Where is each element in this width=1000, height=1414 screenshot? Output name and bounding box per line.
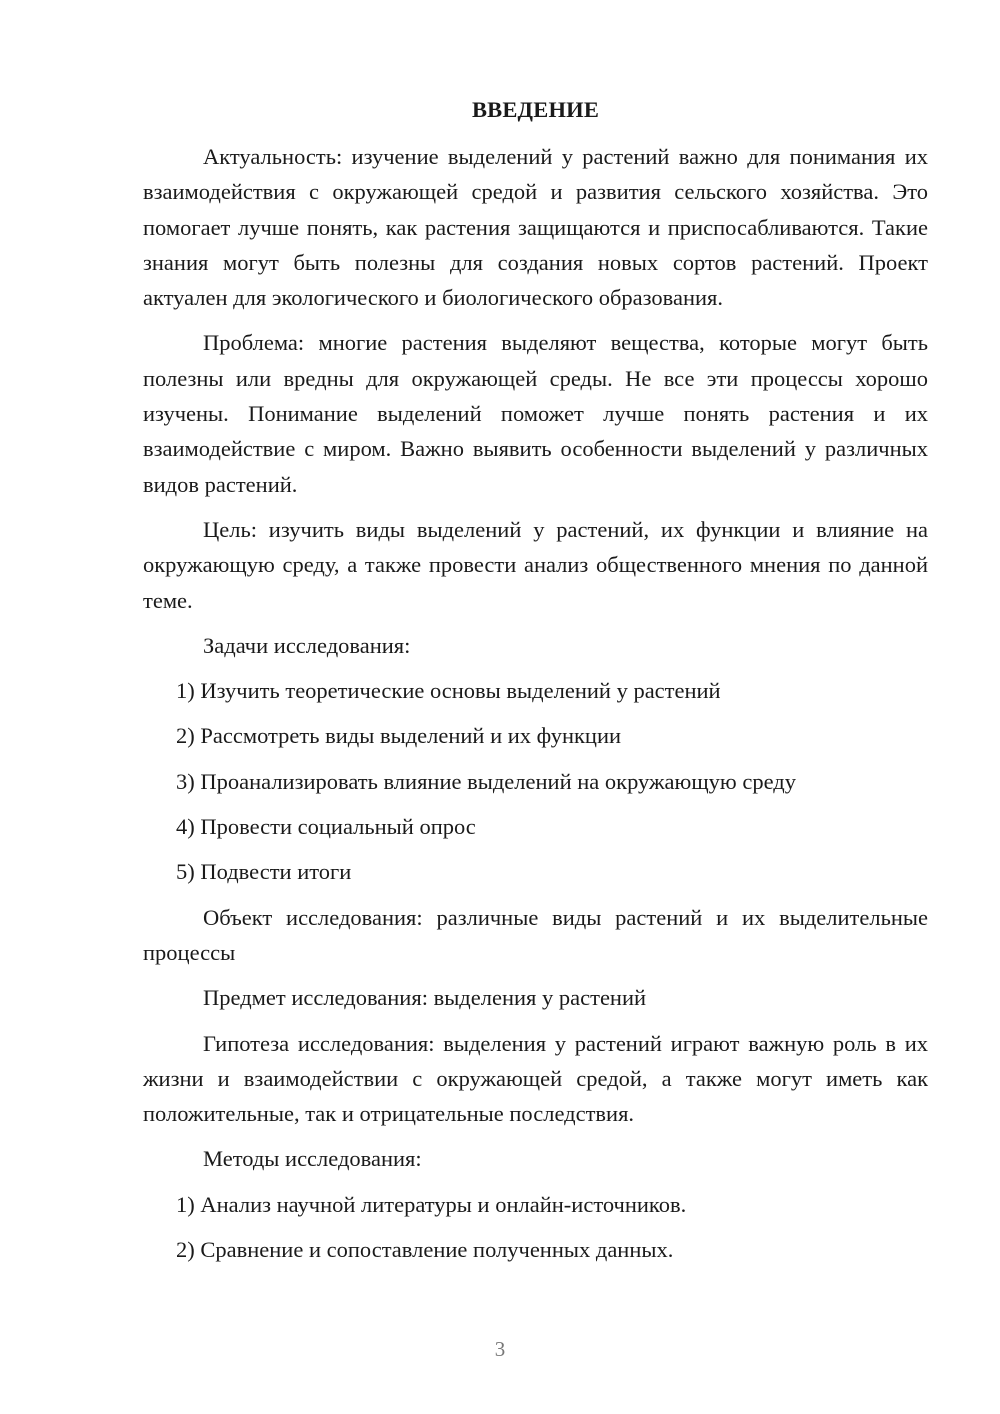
tasks-heading: Задачи исследования: bbox=[203, 632, 411, 658]
list-item: 5) Подвести итоги bbox=[176, 859, 352, 885]
methods-list bbox=[143, 1187, 928, 1268]
relevance-paragraph: Актуальность: изучение выделений у растений важно для понимания их взаимодействия с окружающей средой и развития сельского хозяйства. Это помогает лучше понять, как растения защищаются и приспосабливаются. Такие знания могут быть полезны для создания новых сортов растений. Проект актуален для экологического и биологического образования. bbox=[143, 144, 928, 311]
list-item: 2) Сравнение и сопоставление полученных данных. bbox=[176, 1237, 674, 1263]
list-item: 1) Анализ научной литературы и онлайн-источников. bbox=[176, 1191, 687, 1217]
goal-paragraph: Цель: изучить виды выделений у растений, их функции и влияние на окружающую среду, а также провести анализ общественного мнения по данной теме. bbox=[143, 516, 928, 613]
list-item: 4) Провести социальный опрос bbox=[176, 814, 476, 840]
tasks-list bbox=[143, 673, 928, 889]
list-item: 2) Рассмотреть виды выделений и их функции bbox=[176, 723, 622, 749]
document-page bbox=[143, 92, 928, 1277]
problem-paragraph: Проблема: многие растения выделяют вещества, которые могут быть полезны или вредны для окружающей среды. Не все эти процессы хорошо изучены. Понимание выделений поможет лучше понять растения и их взаимодействие с миром. Важно выявить особенности выделений у различных видов растений. bbox=[143, 330, 928, 497]
subject-paragraph: Предмет исследования: выделения у растений bbox=[203, 985, 647, 1011]
methods-heading: Методы исследования: bbox=[203, 1146, 422, 1172]
hypothesis-paragraph: Гипотеза исследования: выделения у растений играют важную роль в их жизни и взаимодействии с окружающей средой, а также могут иметь как положительные, так и отрицательные последствия. bbox=[143, 1030, 928, 1127]
object-paragraph: Объект исследования: различные виды растений и их выделительные процессы bbox=[143, 904, 928, 965]
list-item: 3) Проанализировать влияние выделений на окружающую среду bbox=[176, 768, 796, 794]
page-number: 3 bbox=[494, 1337, 506, 1361]
section-title: ВВЕДЕНИЕ bbox=[471, 97, 600, 122]
list-item: 1) Изучить теоретические основы выделений у растений bbox=[176, 678, 721, 704]
